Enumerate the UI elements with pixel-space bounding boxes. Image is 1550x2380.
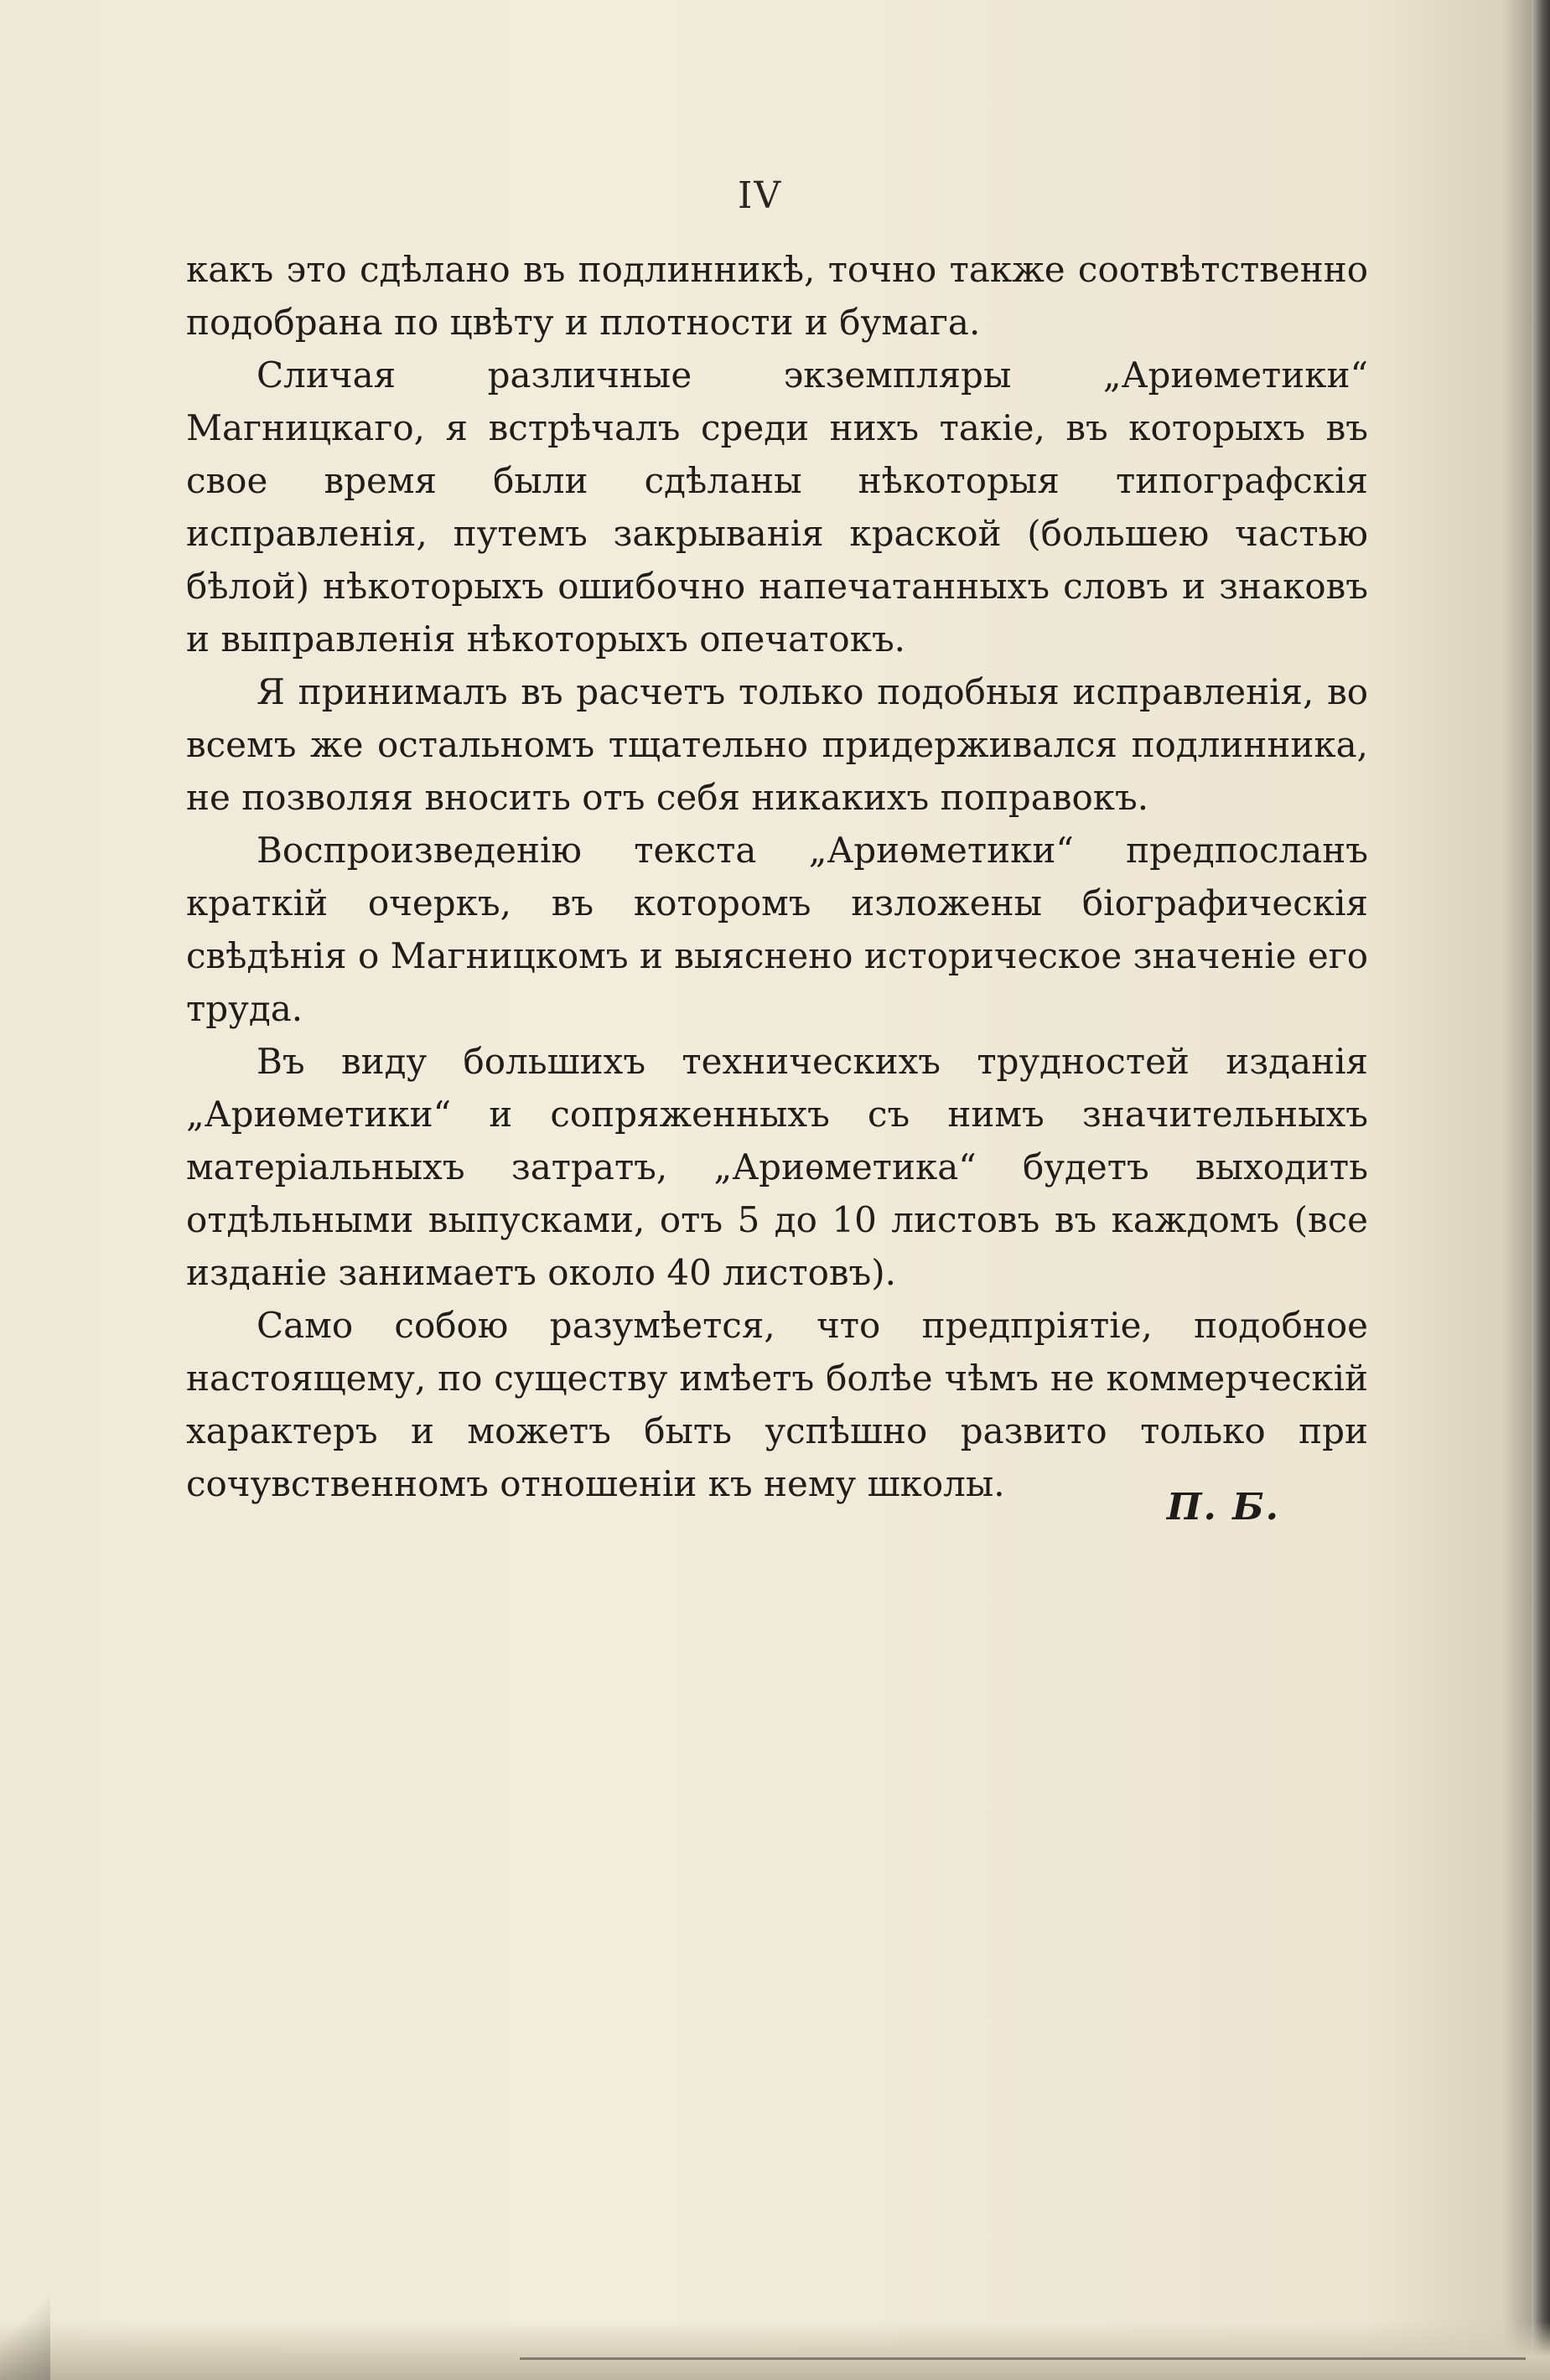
paragraph: Сличая различные экземпляры „Ариѳметики“ Магницкаго, я встрѣчалъ среди нихъ такiе, въ которыхъ въ свое время были сдѣланы нѣкоторыя типографскiя исправленiя, путемъ закрыванiя краской (большею частью бѣлой) нѣкоторыхъ ошибочно напечатанныхъ словъ и знаковъ и выправленiя нѣкоторыхъ опечатокъ. bbox=[186, 354, 1368, 660]
paragraph: Въ виду большихъ техническихъ трудностей изданiя „Ариѳметики“ и сопряженныхъ съ нимъ значительныхъ матерiальныхъ затратъ, „Ариѳметика“ будетъ выходить отдѣльными выпусками, отъ 5 до 10 листовъ въ каждомъ (все изданiе занимаетъ около 40 листовъ). bbox=[186, 1041, 1368, 1293]
paragraph: Воспроизведенiю текста „Ариѳметики“ предпосланъ краткiй очеркъ, въ которомъ изложены бiографическiя свѣдѣнiя о Магницкомъ и выяснено историческое значенiе его труда. bbox=[186, 830, 1368, 1029]
paragraph: какъ это сдѣлано въ подлинникѣ, точно также соотвѣтственно подобрана по цвѣту и плотности и бумага. bbox=[186, 249, 1368, 343]
corner-fold bbox=[0, 2279, 50, 2380]
body-text bbox=[186, 243, 1368, 1510]
page-bottom-shadow bbox=[0, 2321, 1550, 2380]
page-edge-shadow bbox=[1532, 0, 1550, 2380]
author-signature: П. Б. bbox=[1166, 1486, 1280, 1529]
page-number: IV bbox=[738, 174, 783, 217]
bottom-edge-line bbox=[520, 2357, 1526, 2360]
paragraph: Само собою разумѣется, что предпрiятiе, подобное настоящему, по существу имѣетъ болѣе чѣмъ не коммерческiй характеръ и можетъ быть успѣшно развито только при сочувственномъ отношенiи къ нему школы. bbox=[186, 1305, 1368, 1504]
paragraph: Я принималъ въ расчетъ только подобныя исправленiя, во всемъ же остальномъ тщательно придерживался подлинника, не позволяя вносить отъ себя никакихъ поправокъ. bbox=[186, 671, 1368, 818]
